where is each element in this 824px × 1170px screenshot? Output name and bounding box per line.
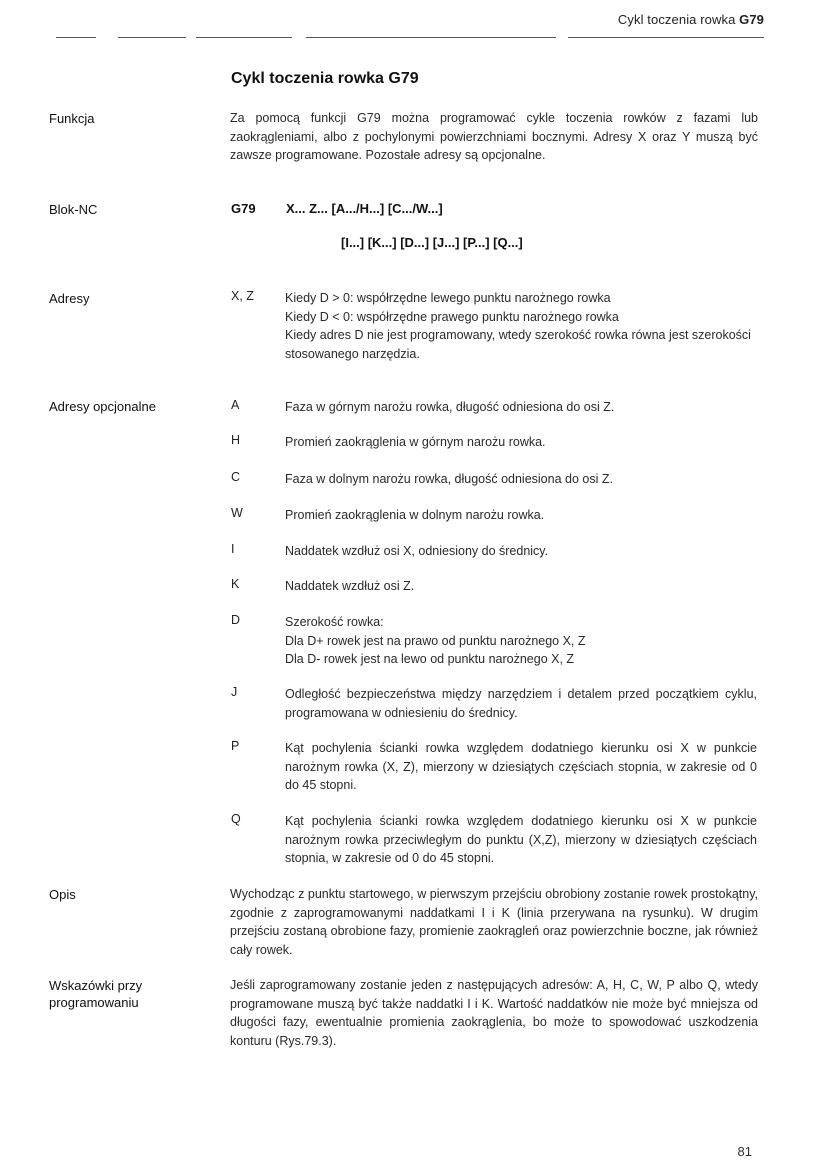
optional-address-desc-line: Szerokość rowka: xyxy=(285,615,384,629)
section-label-blok-nc: Blok-NC xyxy=(49,202,98,217)
optional-address-desc: Naddatek wzdłuż osi Z. xyxy=(285,579,415,593)
optional-address-code: C xyxy=(231,470,241,484)
section-text-opis: Wychodząc z punktu startowego, w pierwszym przejściu obrobiony zostanie rowek prostokątny, zgodnie z zaprogramowanymi naddatkami I i K (linia przerywana na rysunku). W drugim przejściu zostaną obrobione fazy, promienie zaokrągleń oraz powierzchnie boczne, jak również cały rowek. xyxy=(230,887,758,957)
section-label-adresy-opcjonalne: Adresy opcjonalne xyxy=(49,399,156,414)
optional-address-desc: Faza w górnym narożu rowka, długość odniesiona do osi Z. xyxy=(285,400,615,414)
header-rule-gap xyxy=(96,37,118,38)
section-label-wskazowki xyxy=(49,977,142,1011)
page-number: 81 xyxy=(737,1144,752,1159)
section-label-funkcja: Funkcja xyxy=(49,111,95,126)
address-desc-line: Kiedy D > 0: współrzędne lewego punktu narożnego rowka xyxy=(285,291,611,305)
section-text-wskazowki: Jeśli zaprogramowany zostanie jeden z następujących adresów: A, H, C, W, P albo Q, wtedy programowane muszą być także naddatki I i K. Wartość naddatków nie może być mniejsza od długości fazy, ewentualnie promienia zaokrąglenia, bo może to spowodować uszkodzenia konturu (Rys.79.3). xyxy=(230,978,758,1048)
address-desc xyxy=(285,289,757,363)
section-label-wskazowki-line: programowaniu xyxy=(49,995,139,1010)
optional-address-code: W xyxy=(231,506,243,520)
address-desc-line: Kiedy adres D nie jest programowany, wtedy szerokość rowka równa jest szerokości stosowanego narzędzia. xyxy=(285,328,751,361)
nc-block-line-2: [I...] [K...] [D...] [J...] [P...] [Q...] xyxy=(341,235,523,250)
nc-block-line-1: X... Z... [A.../H...] [C.../W...] xyxy=(286,201,443,216)
optional-address-desc-line: Dla D- rowek jest na lewo od punktu narożnego X, Z xyxy=(285,652,575,666)
header-rule xyxy=(56,37,764,38)
nc-block-code: G79 xyxy=(231,201,256,216)
optional-address-code: J xyxy=(231,685,238,699)
section-label-adresy: Adresy xyxy=(49,291,90,306)
optional-address-code: P xyxy=(231,739,240,753)
optional-address-desc-line: Dla D+ rowek jest na prawo od punktu narożnego X, Z xyxy=(285,633,586,648)
section-label-wskazowki-line: Wskazówki przy xyxy=(49,978,143,993)
optional-address-desc xyxy=(285,613,757,669)
optional-address-desc: Promień zaokrąglenia w górnym narożu rowka. xyxy=(285,435,546,449)
address-desc-line: Kiedy D < 0: współrzędne prawego punktu narożnego rowka xyxy=(285,309,619,324)
optional-address-code: I xyxy=(231,542,235,556)
optional-address-desc: Naddatek wzdłuż osi X, odniesiony do średnicy. xyxy=(285,544,549,558)
optional-address-desc: Faza w dolnym narożu rowka, długość odniesiona do osi Z. xyxy=(285,472,613,486)
header-rule-gap xyxy=(556,37,568,38)
running-header-title: Cykl toczenia rowka xyxy=(617,12,736,27)
optional-address-code: A xyxy=(231,398,240,412)
header-rule-gap xyxy=(186,37,196,38)
optional-address-desc: Kąt pochylenia ścianki rowka względem dodatniego kierunku osi X w punkcie narożnym rowka (X, Z), mierzony w dziesiątych częściach stopnia, w zakresie od 0 do 45 stopni. xyxy=(285,741,757,792)
section-text-funkcja: Za pomocą funkcji G79 można programować cykle toczenia rowków z fazami lub zaokrągleniami, albo z pochylonymi powierzchniami bocznymi. Adresy X oraz Y muszą być zawsze programowane. Pozostałe adresy są opcjonalne. xyxy=(230,111,758,162)
optional-address-code: D xyxy=(231,613,241,627)
optional-address-code: Q xyxy=(231,812,241,826)
header-rule-gap xyxy=(292,37,306,38)
page-title: Cykl toczenia rowka G79 xyxy=(231,70,419,87)
address-code: X, Z xyxy=(231,289,254,303)
optional-address-desc: Odległość bezpieczeństwa między narzędziem i detalem przed początkiem cyklu, programowana w odniesieniu do średnicy. xyxy=(285,687,757,720)
optional-address-desc: Promień zaokrąglenia w dolnym narożu rowka. xyxy=(285,508,545,522)
optional-address-code: H xyxy=(231,433,241,447)
optional-address-code: K xyxy=(231,577,240,591)
running-header xyxy=(618,12,764,27)
running-header-code: G79 xyxy=(739,12,764,27)
section-label-opis: Opis xyxy=(49,887,76,902)
optional-address-desc: Kąt pochylenia ścianki rowka względem dodatniego kierunku osi X w punkcie narożnym rowka przeciwległym do punktu (X,Z), mierzony w dziesiątych częściach stopnia, w zakresie od 0 do 45 stopni. xyxy=(285,814,757,865)
